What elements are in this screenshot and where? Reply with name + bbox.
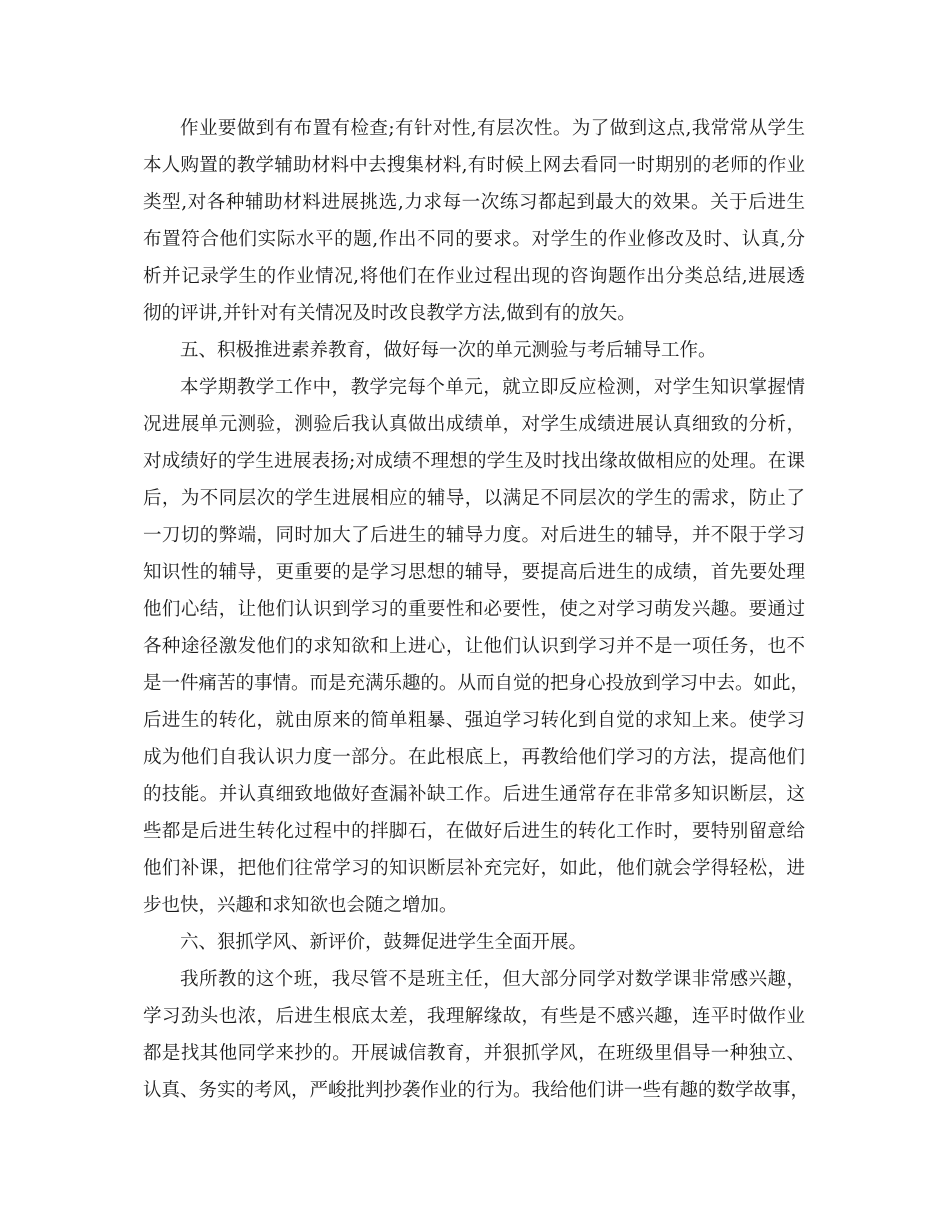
text-line: 些都是后进生转化过程中的拌脚石，在做好后进生的转化工作时，要特别留意给: [143, 821, 805, 842]
text-line: 类型,对各种辅助材料进展挑选,力求每一次练习都起到最大的效果。关于后进生: [143, 192, 805, 213]
text-line: 况进展单元测验，测验后我认真做出成绩单，对学生成绩进展认真细致的分析，: [143, 414, 805, 435]
text-line: 他们心结，让他们认识到学习的重要性和必要性，使之对学习萌发兴趣。要通过: [143, 599, 805, 620]
text-line: 后，为不同层次的学生进展相应的辅导，以满足不同层次的学生的需求，防止了: [143, 488, 805, 509]
text-line: 各种途径激发他们的求知欲和上进心，让他们认识到学习并不是一项任务，也不: [143, 636, 805, 657]
text-line: 布置符合他们实际水平的题,作出不同的要求。对学生的作业修改及时、认真,分: [143, 229, 805, 250]
text-line: 知识性的辅导，更重要的是学习思想的辅导，要提高后进生的成绩，首先要处理: [143, 562, 805, 583]
text-line: 一刀切的弊端，同时加大了后进生的辅导力度。对后进生的辅导，并不限于学习: [143, 525, 805, 546]
text-line: 是一件痛苦的事情。而是充满乐趣的。从而自觉的把身心投放到学习中去。如此，: [143, 673, 810, 694]
text-line: 本学期教学工作中，教学完每个单元，就立即反应检测，对学生知识掌握情: [180, 377, 805, 398]
text-line: 本人购置的教学辅助材料中去搜集材料,有时候上网去看同一时期别的老师的作业: [143, 155, 805, 176]
text-line: 他们补课，把他们往常学习的知识断层补充完好，如此，他们就会学得轻松，进: [143, 858, 805, 879]
document-body: [143, 110, 810, 1109]
text-line: 的技能。并认真细致地做好查漏补缺工作。后进生通常存在非常多知识断层，这: [143, 784, 805, 805]
text-line: 彻的评讲,并针对有关情况及时改良教学方法,做到有的放矢。: [143, 303, 636, 324]
text-line: 五、积极推进素养教育，做好每一次的单元测验与考后辅导工作。: [180, 340, 717, 361]
text-line: 作业要做到有布置有检查;有针对性,有层次性。为了做到这点,我常常从学生: [180, 118, 805, 139]
text-line: 后进生的转化，就由原来的简单粗暴、强迫学习转化到自觉的求知上来。使学习: [143, 710, 805, 731]
text-line: 析并记录学生的作业情况,将他们在作业过程出现的咨询题作出分类总结,进展透: [143, 266, 805, 287]
text-line: 六、狠抓学风、新评价，鼓舞促进学生全面开展。: [180, 932, 588, 953]
text-line: 认真、务实的考风，严峻批判抄袭作业的行为。我给他们讲一些有趣的数学故事，: [143, 1080, 810, 1101]
text-line: 学习劲头也浓，后进生根底太差，我理解缘故，有些是不感兴趣，连平时做作业: [143, 1006, 805, 1027]
text-line: 对成绩好的学生进展表扬;对成绩不理想的学生及时找出缘故做相应的处理。在课: [143, 451, 805, 472]
text-line: 成为他们自我认识力度一部分。在此根底上，再教给他们学习的方法，提高他们: [143, 747, 805, 768]
text-line: 步也快，兴趣和求知欲也会随之增加。: [143, 895, 458, 916]
text-line: 都是找其他同学来抄的。开展诚信教育，并狠抓学风，在班级里倡导一种独立、: [143, 1043, 805, 1064]
text-line: 我所教的这个班，我尽管不是班主任，但大部分同学对数学课非常感兴趣，: [180, 969, 805, 990]
